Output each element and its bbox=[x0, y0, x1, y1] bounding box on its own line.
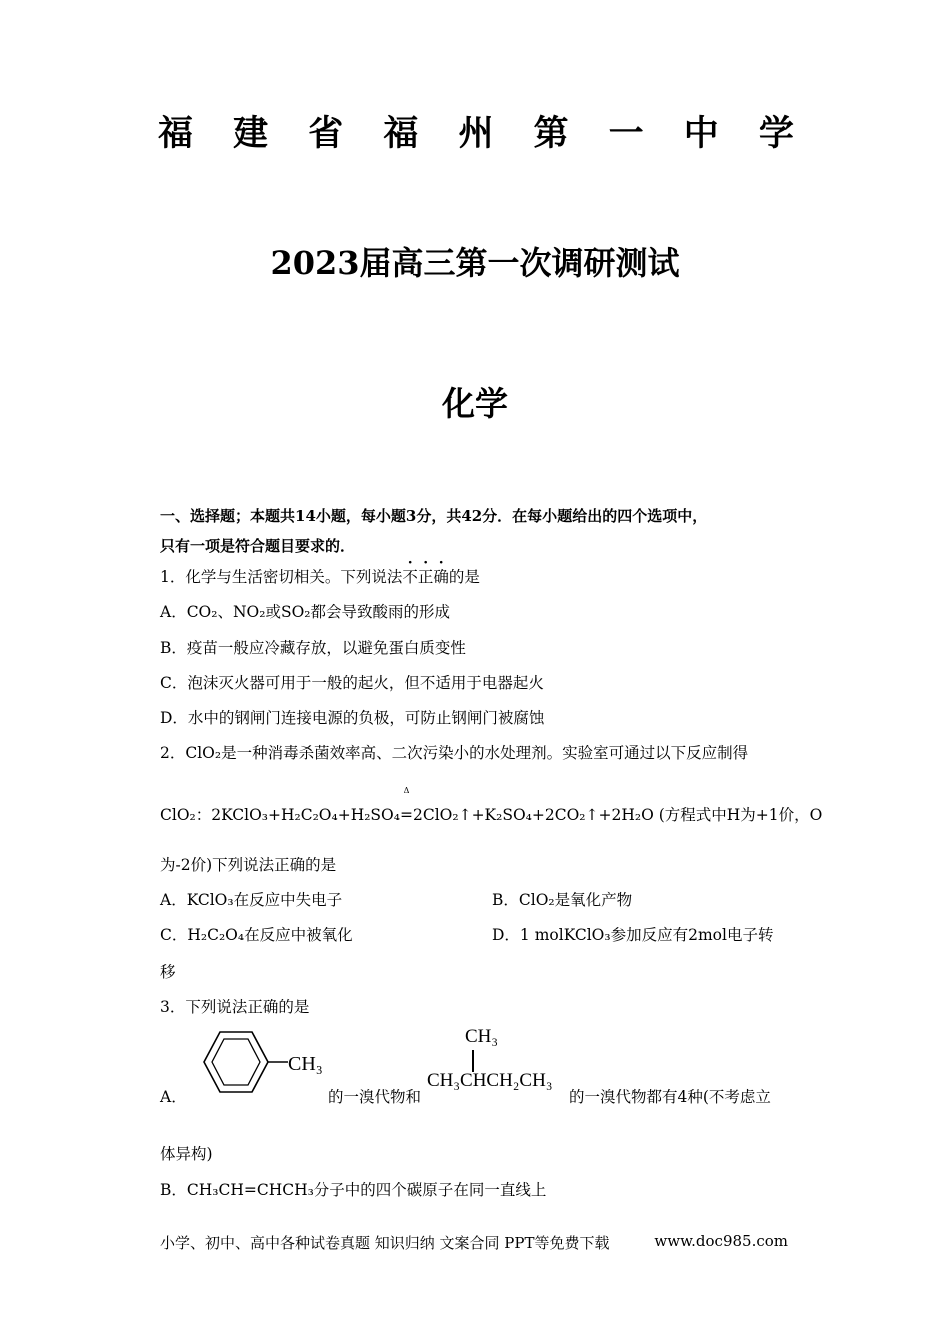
equation-right: 2ClO₂↑+K₂SO₄+2CO₂↑+2H₂O (方程式中H为+1价，O bbox=[412, 806, 823, 824]
q1-option-a: A．CO₂、NO₂或SO₂都会导致酸雨的形成 bbox=[160, 603, 450, 621]
q2-stem-line1: 2．ClO₂是一种消毒杀菌效率高、二次污染小的水处理剂。实验室可通过以下反应制得 bbox=[160, 744, 749, 762]
school-char: 建 bbox=[233, 113, 269, 154]
school-char: 一 bbox=[608, 113, 644, 154]
main-chain-label: CH₃CHCH₂CH₃ bbox=[427, 1070, 553, 1091]
q2-option-d: D．1 molKClO₃参加反应有2mol电子转 bbox=[492, 926, 774, 944]
school-name bbox=[158, 106, 794, 156]
school-char: 福 bbox=[158, 113, 194, 154]
school-char: 中 bbox=[683, 113, 719, 154]
equation-left: ClO₂：2KClO₃+H₂C₂O₄+H₂SO₄ bbox=[160, 806, 400, 824]
branch-methyl-label: CH₃ bbox=[465, 1026, 499, 1047]
footer-url[interactable]: www.doc985.com bbox=[654, 1232, 788, 1250]
q2-option-c: C．H₂C₂O₄在反应中被氧化 bbox=[160, 926, 353, 944]
emphasis-char: 正 bbox=[417, 568, 434, 586]
benzene-ring bbox=[204, 1032, 268, 1092]
exam-title: 2023届高三第一次调研测试 bbox=[270, 244, 680, 282]
page-footer bbox=[160, 1232, 788, 1253]
q1-stem-text: 的是 bbox=[448, 568, 480, 586]
q3-option-a-mid: 的一溴代物和 bbox=[328, 1088, 422, 1106]
school-char: 福 bbox=[383, 113, 419, 154]
q1-option-b: B．疫苗一般应冷藏存放，以避免蛋白质变性 bbox=[160, 639, 466, 657]
heat-delta: Δ bbox=[403, 786, 410, 795]
school-char: 省 bbox=[308, 113, 344, 154]
school-char: 第 bbox=[533, 113, 569, 154]
section-instructions-line2: 只有一项是符合题目要求的． bbox=[160, 537, 356, 555]
q3-stem: 3．下列说法正确的是 bbox=[160, 998, 310, 1016]
subject-title: 化学 bbox=[442, 384, 508, 423]
q3-option-a-cont: 体异构) bbox=[160, 1145, 213, 1163]
methyl-group-label: CH₃ bbox=[288, 1053, 323, 1075]
q2-option-b: B．ClO₂是氧化产物 bbox=[492, 891, 633, 909]
emphasis-char: 确 bbox=[433, 568, 449, 586]
q1-stem bbox=[160, 565, 480, 587]
section-instructions-line1: 一、选择题；本题共14小题，每小题3分，共42分．在每小题给出的四个选项中， bbox=[160, 507, 708, 525]
benzene-inner-ring bbox=[212, 1039, 260, 1085]
emphasis-char: 不 bbox=[402, 568, 418, 586]
q1-stem-text: 1．化学与生活密切相关。下列说法 bbox=[160, 568, 403, 586]
q3-option-a-end: 的一溴代物都有4种(不考虑立 bbox=[569, 1088, 771, 1106]
q2-option-d-cont: 移 bbox=[160, 963, 176, 981]
school-char: 州 bbox=[458, 113, 494, 154]
q1-option-d: D．水中的钢闸门连接电源的负极，可防止钢闸门被腐蚀 bbox=[160, 709, 545, 727]
heat-equals-sign bbox=[399, 786, 413, 824]
footer-left-text: 小学、初中、高中各种试卷真题 知识归纳 文案合同 PPT等免费下载 bbox=[160, 1234, 610, 1252]
q2-option-a: A．KClO₃在反应中失电子 bbox=[160, 891, 343, 909]
equals-sign: = bbox=[399, 806, 413, 824]
q1-option-c: C．泡沫灭火器可用于一般的起火，但不适用于电器起火 bbox=[160, 674, 544, 692]
q3-option-b: B．CH₃CH=CHCH₃分子中的四个碳原子在同一直线上 bbox=[160, 1181, 547, 1199]
q2-equation bbox=[160, 786, 823, 825]
branch-bond bbox=[472, 1050, 474, 1072]
q2-stem-line3: 为-2价)下列说法正确的是 bbox=[160, 856, 337, 874]
school-char: 学 bbox=[758, 113, 794, 154]
q3-option-a-label: A． bbox=[160, 1088, 187, 1106]
toluene-structure bbox=[180, 1020, 330, 1130]
